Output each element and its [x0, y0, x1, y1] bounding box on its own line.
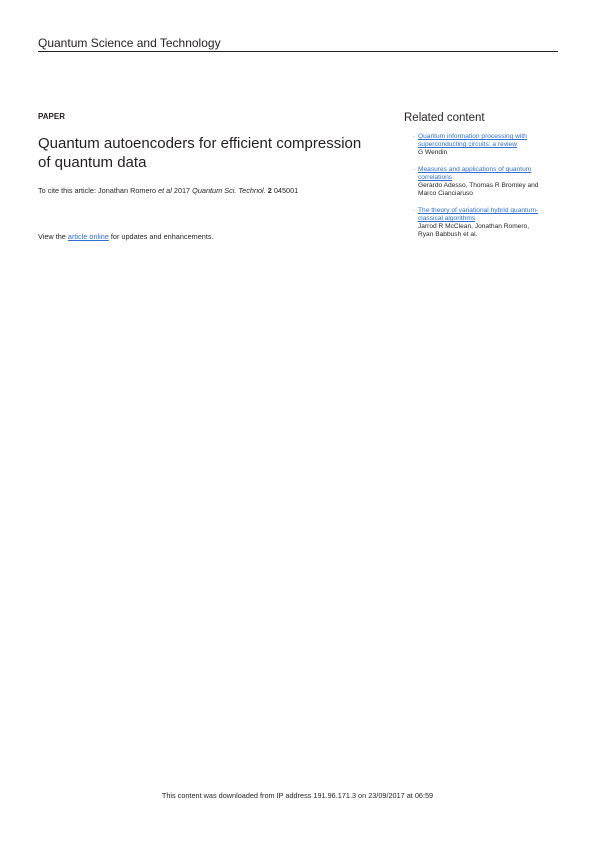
view-online-text — [38, 232, 214, 242]
related-item-title-line: The theory of variational hybrid quantum- — [418, 207, 539, 214]
journal-title: Quantum Science and Technology — [38, 36, 221, 50]
article-title-line: Quantum autoencoders for efficient compression — [38, 135, 362, 152]
section-label: PAPER — [38, 112, 65, 121]
related-item — [413, 166, 558, 198]
related-item-authors: Jarrod R McClean, Jonathan Romero, — [418, 223, 530, 230]
related-content-list — [413, 133, 558, 248]
journal-header — [38, 35, 558, 52]
related-item-title-line: classical algorithms — [418, 215, 476, 222]
related-item-authors: Ryan Babbush et al. — [418, 231, 478, 238]
citation-prefix: To cite this article: Jonathan Romero — [38, 186, 159, 195]
view-online-before: View the — [38, 232, 68, 241]
citation-volume: 2 — [267, 186, 272, 195]
bullet-icon: · — [413, 166, 416, 173]
citation-article-number: 045001 — [273, 186, 299, 195]
bullet-icon: · — [413, 207, 416, 214]
related-item-link[interactable] — [418, 133, 558, 149]
download-note: This content was downloaded from IP address 191.96.171.3 on 23/09/2017 at 06:59 — [161, 791, 434, 800]
related-item-link[interactable] — [418, 166, 558, 182]
related-content-panel — [404, 111, 564, 238]
related-item-authors: Marco Cianciaruso — [418, 190, 473, 197]
article-title — [38, 134, 398, 172]
related-item-title-line: Measures and applications of quantum — [418, 166, 532, 173]
related-item-title-line: Quantum information processing with — [418, 133, 527, 140]
article-title-line: of quantum data — [38, 154, 147, 171]
citation-journal: Quantum Sci. Technol. — [192, 186, 266, 195]
citation-year: 2017 — [171, 186, 193, 195]
related-item-title-line: correlations — [418, 174, 453, 181]
article-online-link[interactable]: article online — [67, 232, 109, 241]
related-item-authors: G Wendin — [418, 149, 448, 156]
bullet-icon: · — [413, 133, 416, 140]
related-item-authors: Gerardo Adesso, Thomas R Bromley and — [418, 182, 539, 189]
related-item — [413, 207, 558, 239]
view-online-after: for updates and enhancements. — [108, 232, 214, 241]
related-item — [413, 133, 558, 157]
related-item-link[interactable] — [418, 207, 558, 223]
related-content-heading: Related content — [404, 112, 485, 124]
citation — [38, 186, 298, 196]
citation-et-al: et al — [158, 186, 172, 195]
related-item-title-line: superconducting circuits: a review — [418, 141, 517, 148]
